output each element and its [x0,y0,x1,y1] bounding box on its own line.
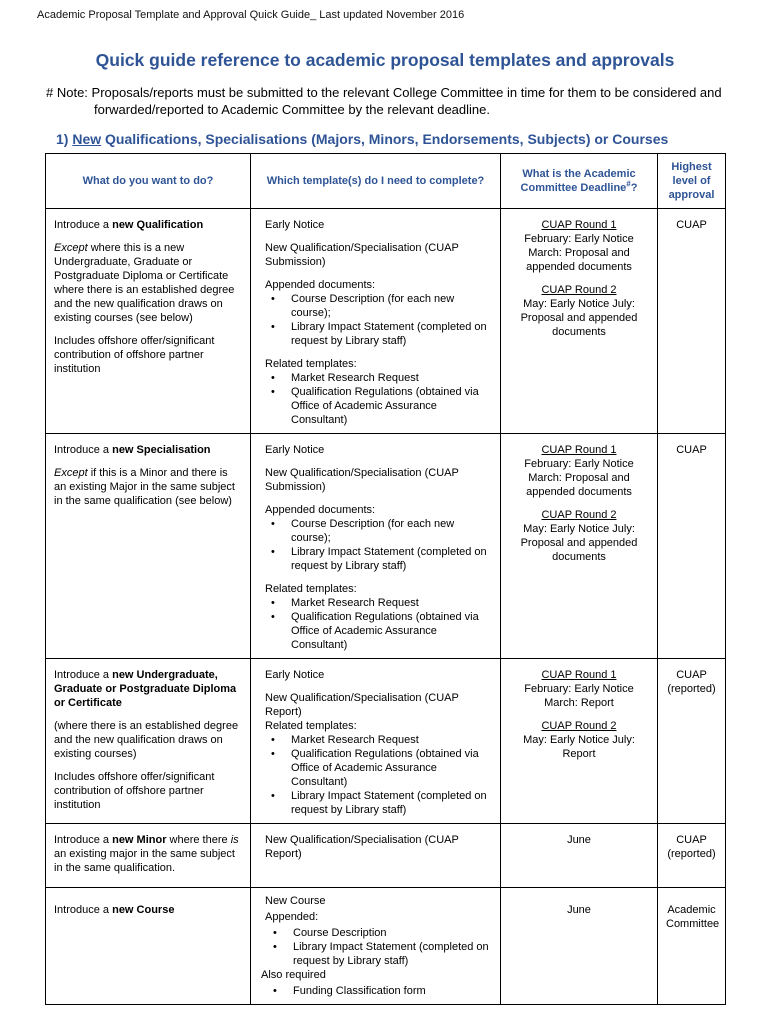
list-item: • Course Description [289,926,492,940]
list-item: • Qualification Regulations (obtained via Office of Academic Assurance Consultant) [287,385,492,427]
header-templates: Which template(s) do I need to complete? [251,154,501,209]
related-label: Related templates: [265,358,357,370]
table-row [46,209,726,434]
header-deadline-mark: # [626,179,631,189]
note-line-1: # Note: Proposals/reports must be submitted to the relevant College Committee in time for them to be considered and [46,85,722,100]
page-title: Quick guide reference to academic proposal templates and approvals [95,50,675,70]
appended-label: Appended: [265,911,319,923]
list-item: • Library Impact Statement (completed on request by Library staff) [289,940,492,968]
round-1-dates: February: Early Notice March: Proposal and appended documents [524,233,634,273]
template-main: New Qualification/Specialisation (CUAP Submission) [265,467,459,493]
list-item: • Funding Classification form [289,984,492,998]
deadline-note [46,84,736,118]
approval-level: Academic Committee [666,904,720,930]
appended-label: Appended documents: [265,504,376,516]
table-row [46,888,726,1005]
also-required-label: Also required [261,969,326,981]
round-1-title: CUAP Round 1 [541,444,617,456]
row-intro-bold: new Qualification [112,219,204,231]
row-intro: Introduce a new Specialisation [54,444,211,456]
row-intro-bold: new Undergraduate, Graduate or Postgraduate Diploma or Certificate [54,669,237,709]
table-row [46,824,726,888]
template-main: New Qualification/Specialisation (CUAP Report) [265,692,459,718]
table-row [46,434,726,659]
deadline-value: June [567,904,591,916]
list-item: • Market Research Request [287,596,492,610]
approval-level: CUAP (reported) [667,669,716,695]
section-heading-underlined: New [72,131,102,147]
row-intro: Introduce a new Qualification [54,219,204,231]
round-1-title: CUAP Round 1 [541,219,617,231]
list-item: • Library Impact Statement (completed on request by Library staff) [287,789,492,817]
header-deadline [501,154,658,209]
section-heading-rest: Qualifications, Specialisations (Majors, Minors, Endorsements, Subjects) or Courses [105,131,669,147]
note-line-2: forwarded/reported to Academic Committee by the relevant deadline. [94,102,490,117]
round-1-dates: February: Early Notice March: Report [524,683,634,709]
list-item: • Market Research Request [287,733,492,747]
list-item: • Market Research Request [287,371,492,385]
list-item: • Qualification Regulations (obtained via Office of Academic Assurance Consultant) [287,610,492,652]
table-header-row [46,154,726,209]
row-detail: Except if this is a Minor and there is an existing Major in the same subject in the same qualification (see below) [54,467,235,507]
row-intro-bold: new Course [112,904,175,916]
round-2-dates: May: Early Notice July: Report [523,734,635,760]
round-2-title: CUAP Round 2 [541,720,617,732]
list-item: • Qualification Regulations (obtained via Office of Academic Assurance Consultant) [287,747,492,789]
round-1-title: CUAP Round 1 [541,669,617,681]
approval-level: CUAP [676,444,707,456]
template-early-notice: Early Notice [265,219,325,231]
template-early-notice: Early Notice [265,444,325,456]
running-header: Academic Proposal Template and Approval Quick Guide_ Last updated November 2016 [37,9,465,21]
guide-table [45,153,726,1005]
deadline-value: June [567,834,591,846]
template-early-notice: Early Notice [265,669,325,681]
header-what-to-do: What do you want to do? [46,154,251,209]
section-heading [56,131,668,147]
template-main: New Course [265,895,326,907]
related-label: Related templates: [265,720,357,732]
list-item: • Course Description (for each new course); [287,292,492,320]
section-number: 1) [56,131,69,147]
template-main: New Qualification/Specialisation (CUAP Report) [265,834,459,860]
row-extra: Includes offshore offer/significant contribution of offshore partner institution [54,771,215,811]
approval-level: CUAP (reported) [667,834,716,860]
header-approval: Highest level of approval [658,154,726,209]
header-deadline-end: ? [630,182,638,194]
row-intro: Introduce a new Minor where there is an existing major in the same subject in the same qualification. [54,834,239,874]
row-intro: Introduce a new Undergraduate, Graduate or Postgraduate Diploma or Certificate [54,669,237,709]
round-2-title: CUAP Round 2 [541,284,617,296]
row-detail: (where there is an established degree and the new qualification draws on existing courses) [54,720,239,760]
row-intro-bold: new Specialisation [112,444,211,456]
appended-label: Appended documents: [265,279,376,291]
row-detail: Except where this is a new Undergraduate, Graduate or Postgraduate Diploma or Certificate where there is an established degree and the new qualification draws on existing courses (see below) [54,242,235,324]
table-row [46,659,726,824]
list-item: • Library Impact Statement (completed on request by Library staff) [287,320,492,348]
row-intro: Introduce a new Course [54,904,175,916]
list-item: • Course Description (for each new course); [287,517,492,545]
template-main: New Qualification/Specialisation (CUAP Submission) [265,242,459,268]
list-item: • Library Impact Statement (completed on request by Library staff) [287,545,492,573]
related-label: Related templates: [265,583,357,595]
round-2-dates: May: Early Notice July: Proposal and appended documents [520,298,638,338]
round-2-title: CUAP Round 2 [541,509,617,521]
header-deadline-text: What is the Academic Committee Deadline [520,168,636,194]
row-extra: Includes offshore offer/significant contribution of offshore partner institution [54,335,215,375]
round-1-dates: February: Early Notice March: Proposal and appended documents [524,458,634,498]
round-2-dates: May: Early Notice July: Proposal and appended documents [520,523,638,563]
row-intro-bold: new Minor [112,834,167,846]
approval-level: CUAP [676,219,707,231]
